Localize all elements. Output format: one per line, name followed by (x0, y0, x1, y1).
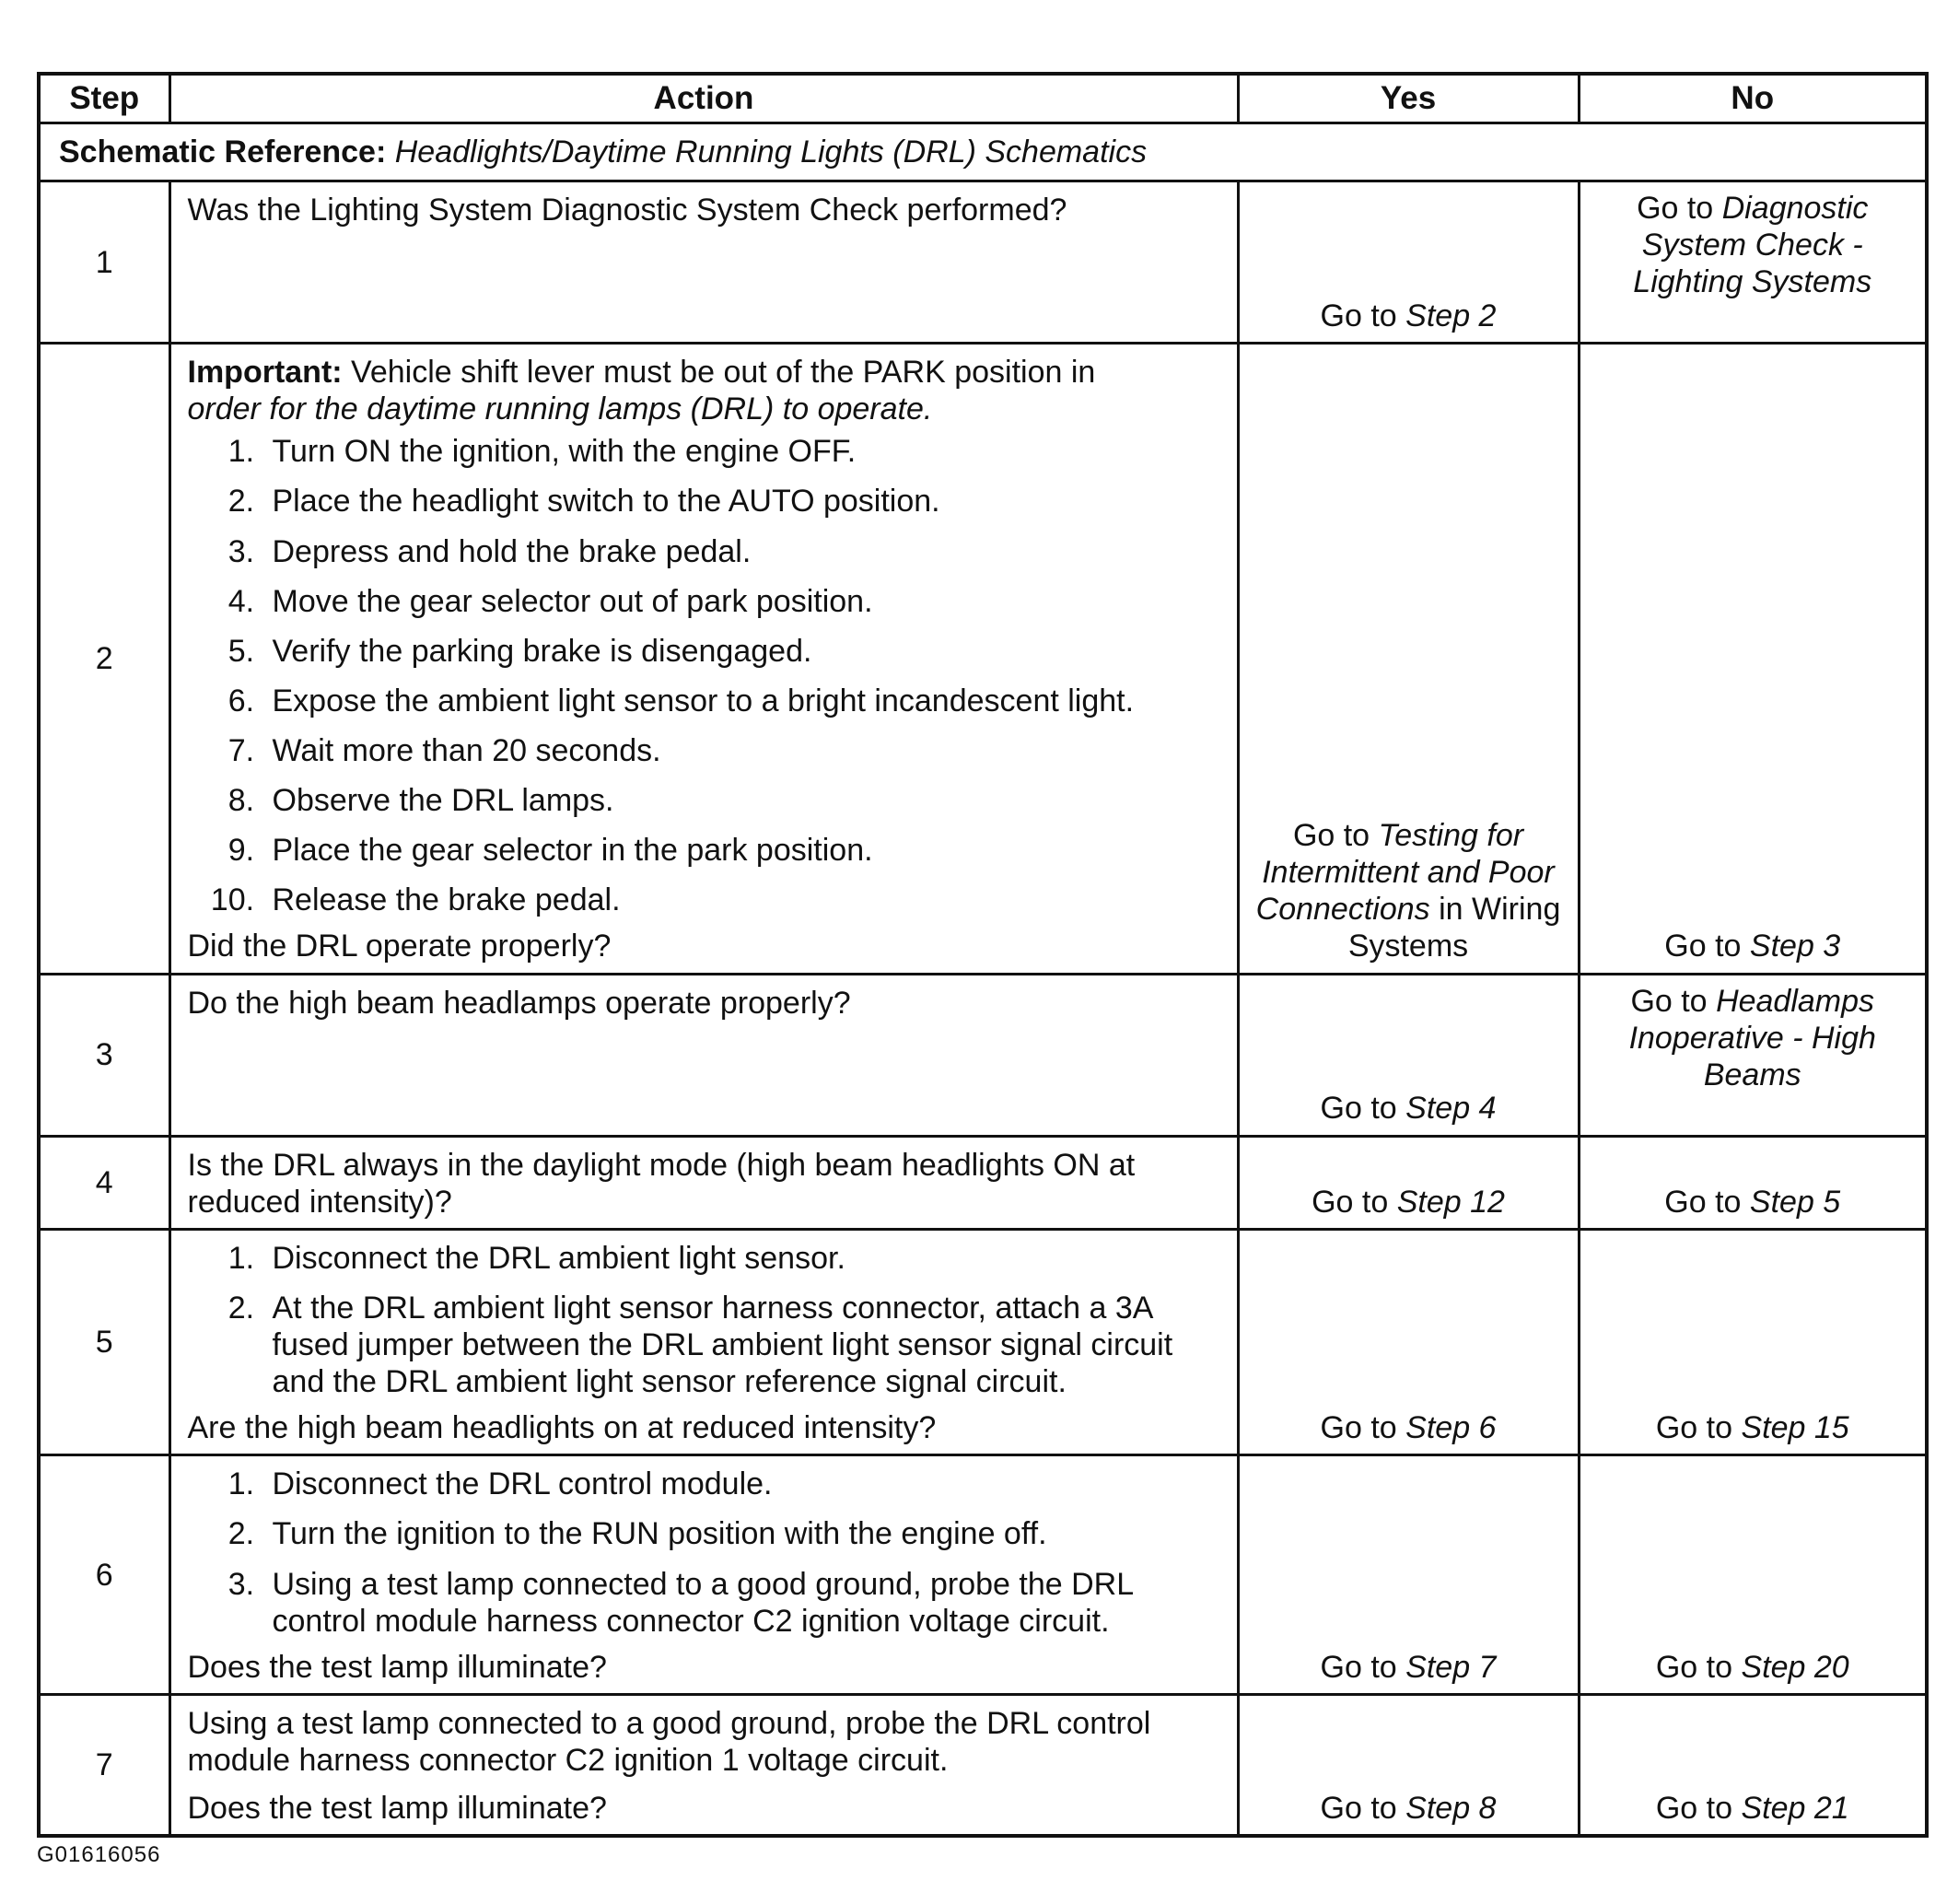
no-result (1580, 1402, 1926, 1454)
goto-target: Step 5 (1749, 1184, 1841, 1220)
step-number: 7 (39, 1694, 169, 1836)
table-row (39, 344, 1927, 974)
step-number: 6 (39, 1455, 169, 1695)
yes-cell (1238, 1694, 1579, 1836)
step-number: 4 (39, 1136, 169, 1229)
list-item: 1. Disconnect the DRL ambient light sensor. (263, 1240, 1220, 1277)
header-row (39, 74, 1927, 123)
diagnostic-table-container (37, 72, 1925, 1838)
goto-prefix: Go to (1320, 1791, 1397, 1827)
list-item: 5. Verify the parking brake is disengaged. (263, 633, 1220, 670)
procedure-list (188, 1466, 1220, 1639)
step-action (169, 1229, 1238, 1455)
goto-target: Step 6 (1405, 1410, 1497, 1446)
yes-cell (1238, 1455, 1579, 1695)
step-action (169, 1694, 1238, 1836)
list-item: 1. Disconnect the DRL control module. (263, 1466, 1220, 1502)
yes-result (1240, 1641, 1578, 1693)
yes-result (1240, 1082, 1578, 1134)
goto-target: Diagnostic System Check - Lighting Systems (1633, 191, 1872, 300)
important-note (188, 354, 1220, 427)
step-action (169, 344, 1238, 974)
goto-target: Step 15 (1741, 1410, 1849, 1446)
goto-target: Step 20 (1741, 1649, 1849, 1685)
table-row (39, 1229, 1927, 1455)
yes-cell (1238, 974, 1579, 1136)
goto-suffix: in Wiring Systems (1347, 892, 1561, 964)
goto-target: Step 12 (1396, 1184, 1505, 1220)
table-row (39, 974, 1927, 1136)
procedure-list (188, 433, 1220, 918)
list-item: 3. Using a test lamp connected to a good ground, probe the DRL control module harness connector C2 ignition voltage circuit. (263, 1566, 1220, 1640)
step-action (169, 181, 1238, 344)
figure-id: G01616056 (37, 1842, 161, 1867)
table-row (39, 181, 1927, 344)
yes-result (1240, 1782, 1578, 1834)
table-row (39, 1455, 1927, 1695)
list-item: 6. Expose the ambient light sensor to a bright incandescent light. (263, 683, 1220, 719)
header-no: No (1579, 74, 1927, 123)
no-result (1580, 1176, 1926, 1228)
yes-result (1240, 290, 1578, 342)
no-result (1580, 182, 1926, 308)
step-number: 1 (39, 181, 169, 344)
goto-prefix: Go to (1320, 1091, 1397, 1127)
no-cell (1579, 344, 1927, 974)
no-cell (1579, 1229, 1927, 1455)
yes-cell (1238, 1136, 1579, 1229)
schematic-reference-row (39, 123, 1927, 181)
goto-target: Testing for Intermittent and Poor Connections (1255, 818, 1555, 928)
no-result (1580, 1782, 1926, 1834)
yes-result (1240, 810, 1578, 972)
step-question: Does the test lamp illuminate? (187, 1791, 607, 1827)
list-item: 7. Wait more than 20 seconds. (263, 732, 1220, 769)
important-text: Vehicle shift lever must be out of the PARK position in (351, 355, 1096, 391)
header-step: Step (39, 74, 169, 123)
step-action (169, 1455, 1238, 1695)
step-number: 5 (39, 1229, 169, 1455)
list-item: 10. Release the brake pedal. (263, 882, 1220, 918)
yes-result (1240, 1176, 1578, 1228)
list-item: 9. Place the gear selector in the park position. (263, 832, 1220, 869)
schematic-reference-label: Schematic Reference: (59, 134, 387, 169)
procedure-list (188, 1240, 1220, 1400)
yes-cell (1238, 1229, 1579, 1455)
goto-target: Step 21 (1741, 1791, 1849, 1827)
step-action (169, 974, 1238, 1136)
header-yes: Yes (1238, 74, 1579, 123)
schematic-reference-value: Headlights/Daytime Running Lights (DRL) Schematics (394, 134, 1148, 169)
step-action (169, 1136, 1238, 1229)
list-item: 2. Turn the ignition to the RUN position with the engine off. (263, 1515, 1220, 1552)
table-row (39, 1694, 1927, 1836)
list-item: 1. Turn ON the ignition, with the engine OFF. (263, 433, 1220, 470)
yes-cell (1238, 344, 1579, 974)
goto-target: Headlamps Inoperative - High Beams (1628, 983, 1876, 1092)
list-item: 4. Move the gear selector out of park position. (263, 583, 1220, 620)
goto-target: Step 8 (1405, 1791, 1497, 1827)
table-row (39, 1136, 1927, 1229)
goto-prefix: Go to (1630, 983, 1708, 1019)
goto-prefix: Go to (1655, 1410, 1732, 1446)
goto-prefix: Go to (1637, 191, 1714, 227)
goto-prefix: Go to (1655, 1649, 1732, 1685)
step-question: Do the high beam headlamps operate properly? (187, 985, 851, 1021)
step-question: Are the high beam headlights on at reduced intensity? (187, 1410, 937, 1446)
no-cell (1579, 1136, 1927, 1229)
goto-prefix: Go to (1655, 1791, 1732, 1827)
goto-target: Step 2 (1405, 298, 1497, 333)
no-result (1580, 975, 1926, 1101)
goto-prefix: Go to (1312, 1184, 1389, 1220)
goto-target: Step 3 (1749, 929, 1841, 964)
list-item: 2. Place the headlight switch to the AUTO position. (263, 483, 1220, 520)
goto-target: Step 4 (1405, 1091, 1497, 1127)
step-instruction: Using a test lamp connected to a good ground, probe the DRL control module harness connector C2 ignition 1 voltage circuit. (187, 1705, 1151, 1778)
goto-prefix: Go to (1320, 1410, 1397, 1446)
step-question: Did the DRL operate properly? (187, 929, 612, 964)
step-question: Is the DRL always in the daylight mode (high beam headlights ON at reduced intensity)? (187, 1147, 1136, 1220)
goto-prefix: Go to (1320, 1649, 1397, 1685)
step-question: Does the test lamp illuminate? (187, 1649, 607, 1685)
list-item: 8. Observe the DRL lamps. (263, 782, 1220, 819)
header-action: Action (169, 74, 1238, 123)
list-item: 2. At the DRL ambient light sensor harness connector, attach a 3A fused jumper between the DRL ambient light sensor signal circuit and the DRL ambient light sensor reference signal circuit. (263, 1290, 1220, 1400)
no-result (1580, 920, 1926, 972)
yes-result (1240, 1402, 1578, 1454)
goto-prefix: Go to (1664, 929, 1742, 964)
no-result (1580, 1641, 1926, 1693)
step-question: Was the Lighting System Diagnostic System Check performed? (187, 193, 1067, 228)
diagnostic-table (37, 72, 1929, 1838)
goto-prefix: Go to (1292, 818, 1370, 854)
goto-target: Step 7 (1405, 1649, 1497, 1685)
important-text-cont: order for the daytime running lamps (DRL) to operate. (187, 391, 933, 427)
no-cell (1579, 1455, 1927, 1695)
no-cell (1579, 181, 1927, 344)
important-label: Important: (187, 355, 343, 391)
goto-prefix: Go to (1664, 1184, 1742, 1220)
list-item: 3. Depress and hold the brake pedal. (263, 533, 1220, 570)
yes-cell (1238, 181, 1579, 344)
step-number: 2 (39, 344, 169, 974)
goto-prefix: Go to (1320, 298, 1397, 333)
step-number: 3 (39, 974, 169, 1136)
schematic-reference (39, 123, 1927, 181)
no-cell (1579, 974, 1927, 1136)
no-cell (1579, 1694, 1927, 1836)
